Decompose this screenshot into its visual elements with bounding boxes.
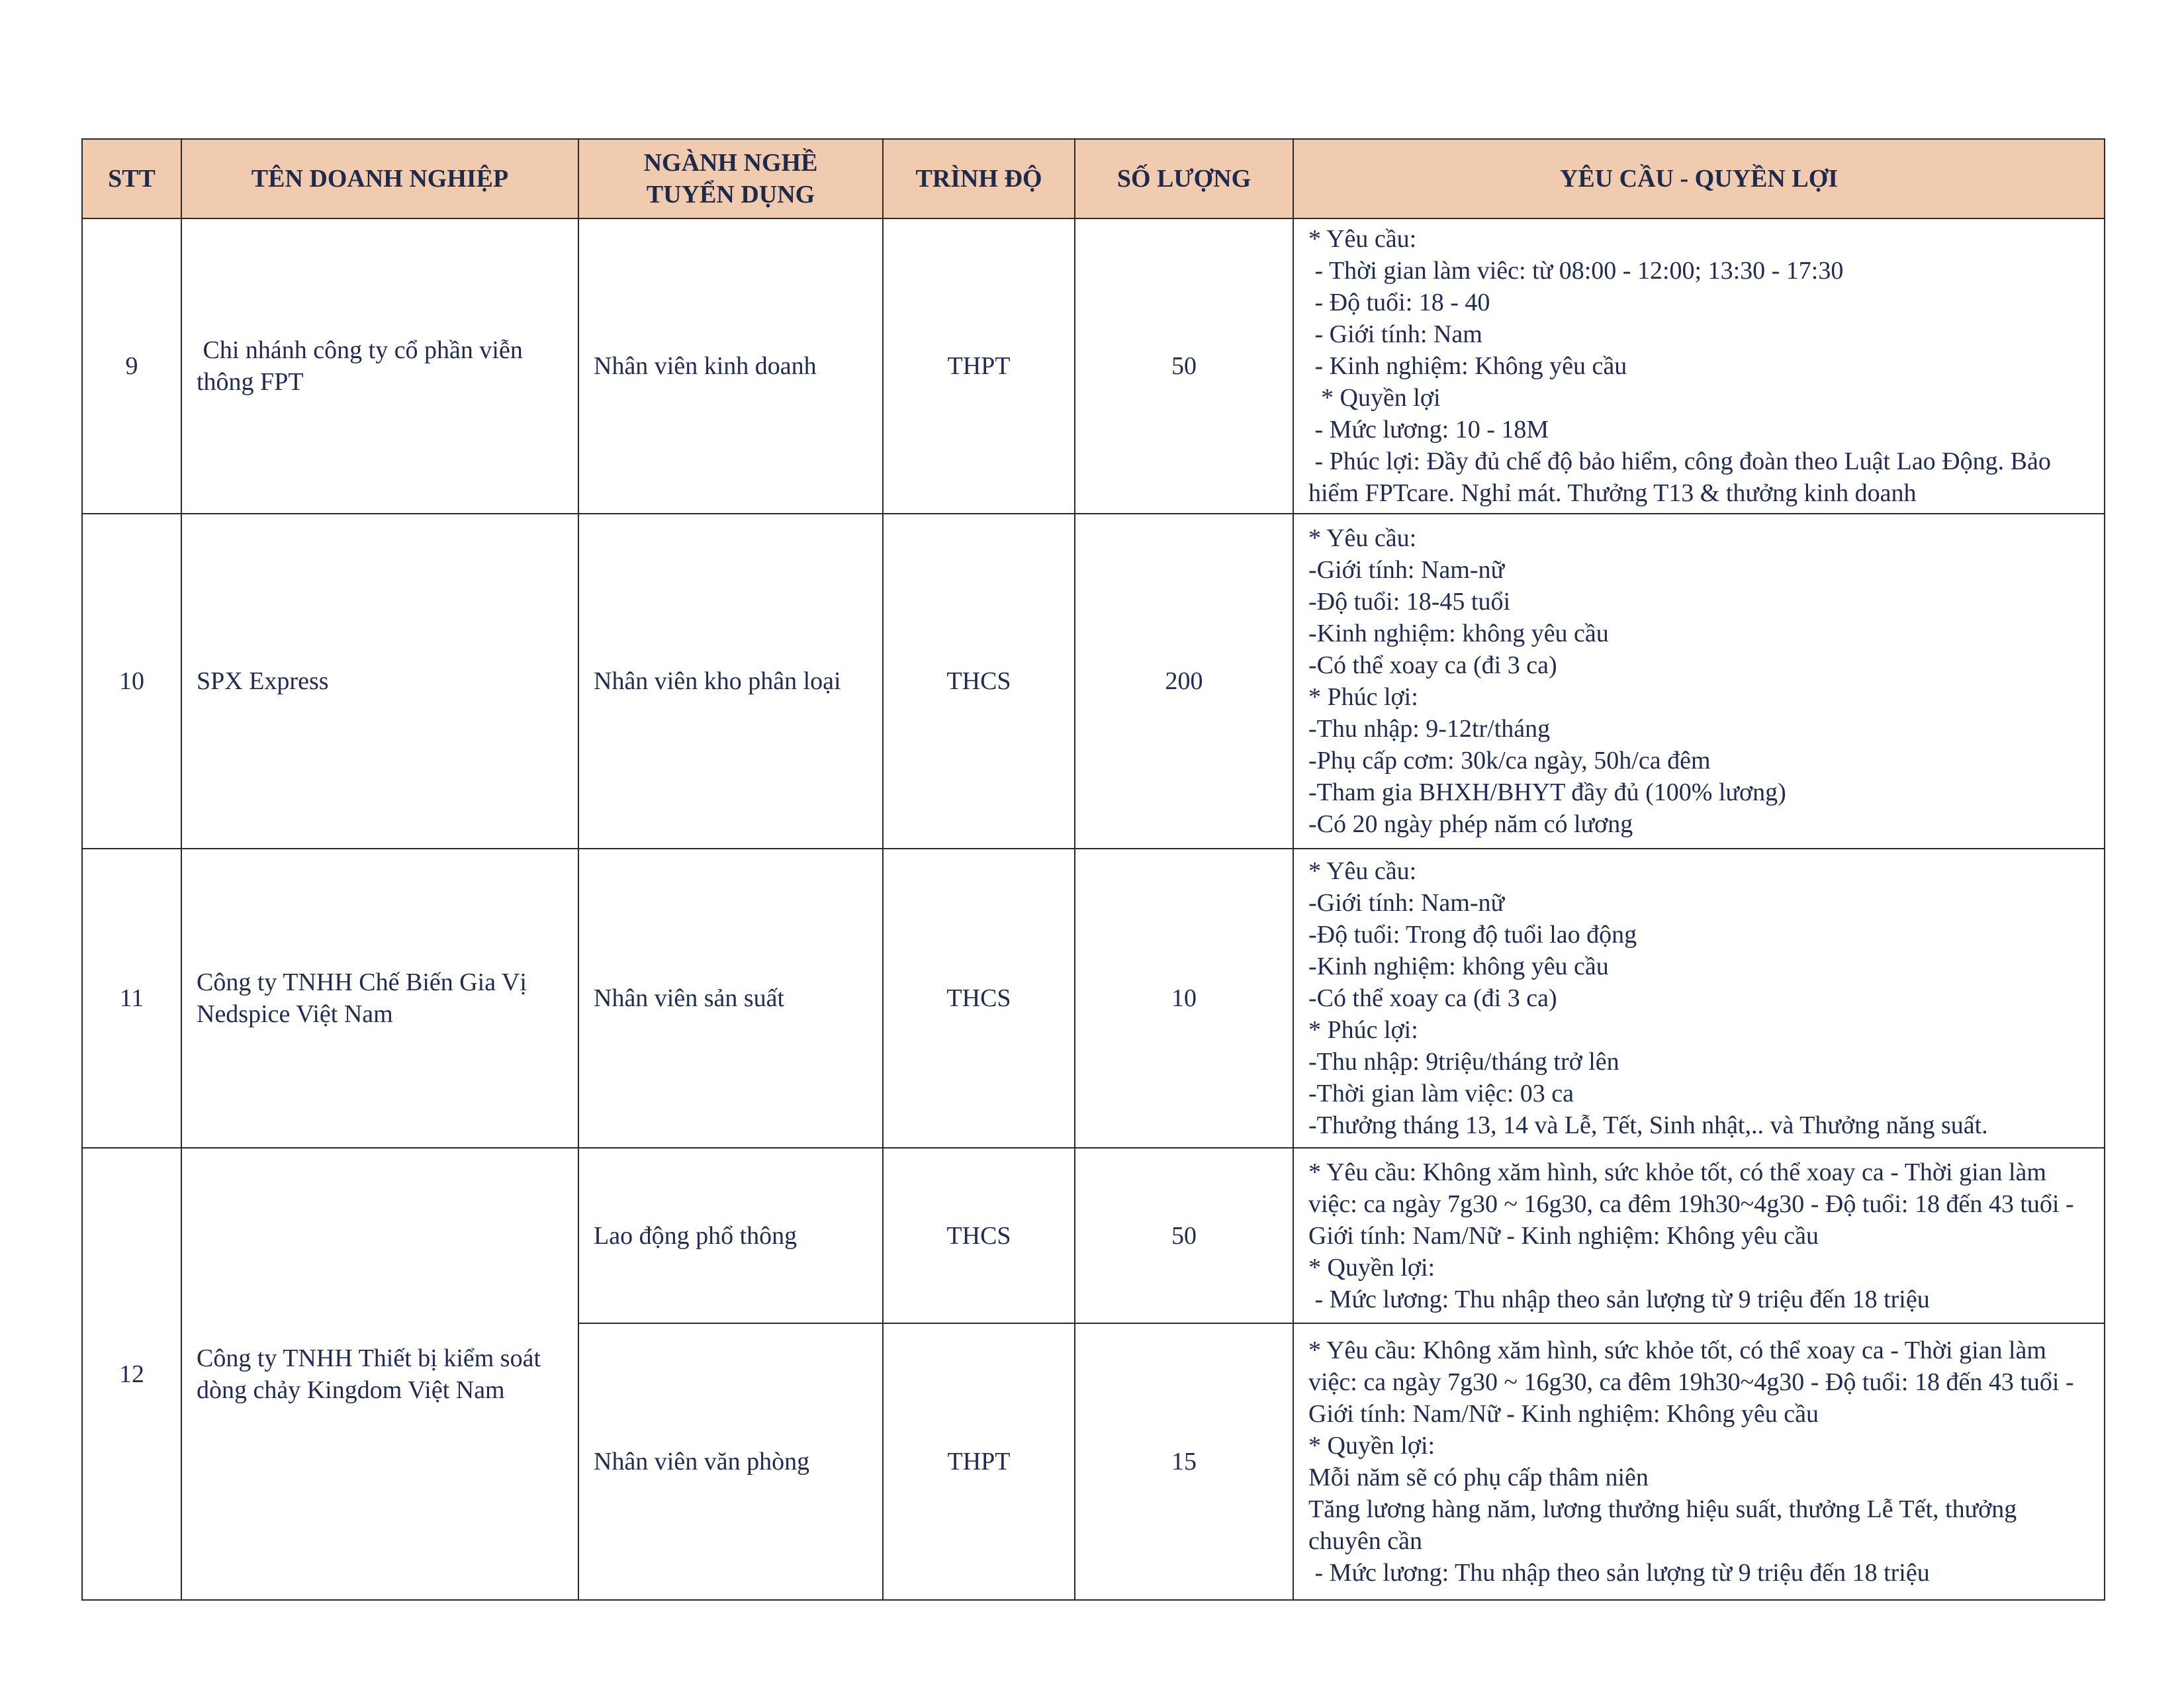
cell-level: THPT — [883, 1323, 1075, 1600]
requirement-line: - Độ tuổi: 18 - 40 — [1308, 289, 1490, 316]
requirement-line: * Yêu cầu: — [1308, 524, 1417, 552]
cell-level: THPT — [883, 218, 1075, 514]
cell-industry: Nhân viên kinh doanh — [578, 218, 883, 514]
cell-stt: 11 — [82, 849, 181, 1148]
cell-level: THCS — [883, 514, 1075, 849]
cell-requirements — [1293, 218, 2105, 514]
requirement-line: -Tham gia BHXH/BHYT đầy đủ (100% lương) — [1308, 778, 1786, 806]
cell-stt: 9 — [82, 218, 181, 514]
cell-company: Chi nhánh công ty cổ phần viễn thông FPT — [181, 218, 578, 514]
cell-requirements — [1293, 849, 2105, 1148]
cell-industry: Nhân viên kho phân loại — [578, 514, 883, 849]
requirement-line: Mỗi năm sẽ có phụ cấp thâm niên — [1308, 1464, 1649, 1491]
table-row — [82, 514, 2105, 849]
cell-quantity: 50 — [1075, 1148, 1293, 1323]
requirement-line: - Thời gian làm viêc: từ 08:00 - 12:00; 13:30 - 17:30 — [1308, 257, 1844, 285]
requirement-line: -Giới tính: Nam-nữ — [1308, 556, 1505, 584]
requirement-line: -Thu nhập: 9-12tr/tháng — [1308, 715, 1551, 743]
requirement-line: - Kinh nghiệm: Không yêu cầu — [1308, 352, 1627, 380]
header-row — [82, 139, 2105, 218]
header-stt: STT — [82, 139, 181, 218]
cell-stt: 10 — [82, 514, 181, 849]
header-industry: NGÀNH NGHỀ TUYỂN DỤNG — [578, 139, 883, 218]
cell-industry: Nhân viên văn phòng — [578, 1323, 883, 1600]
cell-level: THCS — [883, 1148, 1075, 1323]
requirement-line: -Kinh nghiệm: không yêu cầu — [1308, 620, 1609, 647]
table-header — [82, 139, 2105, 218]
cell-quantity: 200 — [1075, 514, 1293, 849]
requirement-line: Tăng lương hàng năm, lương thưởng hiệu suất, thưởng Lễ Tết, thưởng chuyên cần — [1308, 1495, 2023, 1555]
requirement-line: - Giới tính: Nam — [1308, 320, 1482, 348]
header-quantity: SỐ LƯỢNG — [1075, 139, 1293, 218]
requirement-line: * Quyền lợi: — [1308, 1432, 1435, 1460]
cell-stt: 12 — [82, 1148, 181, 1600]
cell-level: THCS — [883, 849, 1075, 1148]
table-row — [82, 1148, 2105, 1323]
header-level: TRÌNH ĐỘ — [883, 139, 1075, 218]
requirement-line: * Phúc lợi: — [1308, 683, 1418, 711]
cell-company: Công ty TNHH Thiết bị kiểm soát dòng chảy Kingdom Việt Nam — [181, 1148, 578, 1600]
cell-requirements — [1293, 514, 2105, 849]
requirement-line: - Phúc lợi: Đầy đủ chế độ bảo hiểm, công đoàn theo Luật Lao Động. Bảo hiểm FPTcare. Nghỉ mát. Thưởng T13 & thưởng kinh doanh — [1308, 447, 2058, 507]
cell-industry: Nhân viên sản suất — [578, 849, 883, 1148]
cell-quantity: 10 — [1075, 849, 1293, 1148]
requirement-line: * Quyền lợi: — [1308, 1253, 1435, 1282]
requirement-line: -Giới tính: Nam-nữ — [1308, 889, 1505, 917]
requirement-line: * Quyền lợi — [1308, 384, 1441, 412]
requirement-line: -Có thể xoay ca (đi 3 ca) — [1308, 984, 1557, 1012]
recruitment-table — [81, 138, 2105, 1601]
requirement-line: -Thời gian làm việc: 03 ca — [1308, 1080, 1574, 1107]
requirement-line: -Độ tuổi: 18-45 tuổi — [1308, 588, 1511, 616]
requirement-line: * Yêu cầu: Không xăm hình, sức khỏe tốt, có thể xoay ca - Thời gian làm việc: ca ngày 7g30 ~ 16g30, ca đêm 19h30~4g30 - Độ tuổi: 18 đến 43 tuổi - Giới tính: Nam/Nữ - Kinh nghiệm: Không yêu cầu — [1308, 1158, 2081, 1250]
requirement-line: -Có 20 ngày phép năm có lương — [1308, 810, 1633, 838]
header-requirements: YÊU CẦU - QUYỀN LỢI — [1293, 139, 2105, 218]
cell-quantity: 50 — [1075, 218, 1293, 514]
requirement-line: - Mức lương: Thu nhập theo sản lượng từ 9 triệu đến 18 triệu — [1308, 1285, 1930, 1313]
requirement-line: * Phúc lợi: — [1308, 1016, 1418, 1044]
requirement-line: -Có thể xoay ca (đi 3 ca) — [1308, 651, 1557, 679]
requirement-line: - Mức lương: 10 - 18M — [1308, 416, 1549, 444]
table-body — [82, 218, 2105, 1600]
header-company: TÊN DOANH NGHIỆP — [181, 139, 578, 218]
cell-company: SPX Express — [181, 514, 578, 849]
requirement-line: * Yêu cầu: Không xăm hình, sức khỏe tốt, có thể xoay ca - Thời gian làm việc: ca ngày 7g30 ~ 16g30, ca đêm 19h30~4g30 - Độ tuổi: 18 đến 43 tuổi - Giới tính: Nam/Nữ - Kinh nghiệm: Không yêu cầu — [1308, 1336, 2081, 1428]
cell-requirements — [1293, 1323, 2105, 1600]
cell-quantity: 15 — [1075, 1323, 1293, 1600]
requirement-line: -Kinh nghiệm: không yêu cầu — [1308, 953, 1609, 980]
table-row — [82, 218, 2105, 514]
cell-requirements — [1293, 1148, 2105, 1323]
requirement-line: - Mức lương: Thu nhập theo sản lượng từ 9 triệu đến 18 triệu — [1308, 1559, 1930, 1587]
cell-industry: Lao động phổ thông — [578, 1148, 883, 1323]
requirement-line: * Yêu cầu: — [1308, 857, 1417, 885]
requirement-line: -Phụ cấp cơm: 30k/ca ngày, 50h/ca đêm — [1308, 747, 1711, 774]
requirement-line: * Yêu cầu: — [1308, 225, 1417, 253]
requirement-line: -Độ tuổi: Trong độ tuổi lao động — [1308, 921, 1637, 949]
cell-company: Công ty TNHH Chế Biến Gia Vị Nedspice Việt Nam — [181, 849, 578, 1148]
table-row — [82, 849, 2105, 1148]
requirement-line: -Thưởng tháng 13, 14 và Lễ, Tết, Sinh nhật,.. và Thưởng năng suất. — [1308, 1111, 1988, 1139]
requirement-line: -Thu nhập: 9triệu/tháng trở lên — [1308, 1048, 1619, 1076]
